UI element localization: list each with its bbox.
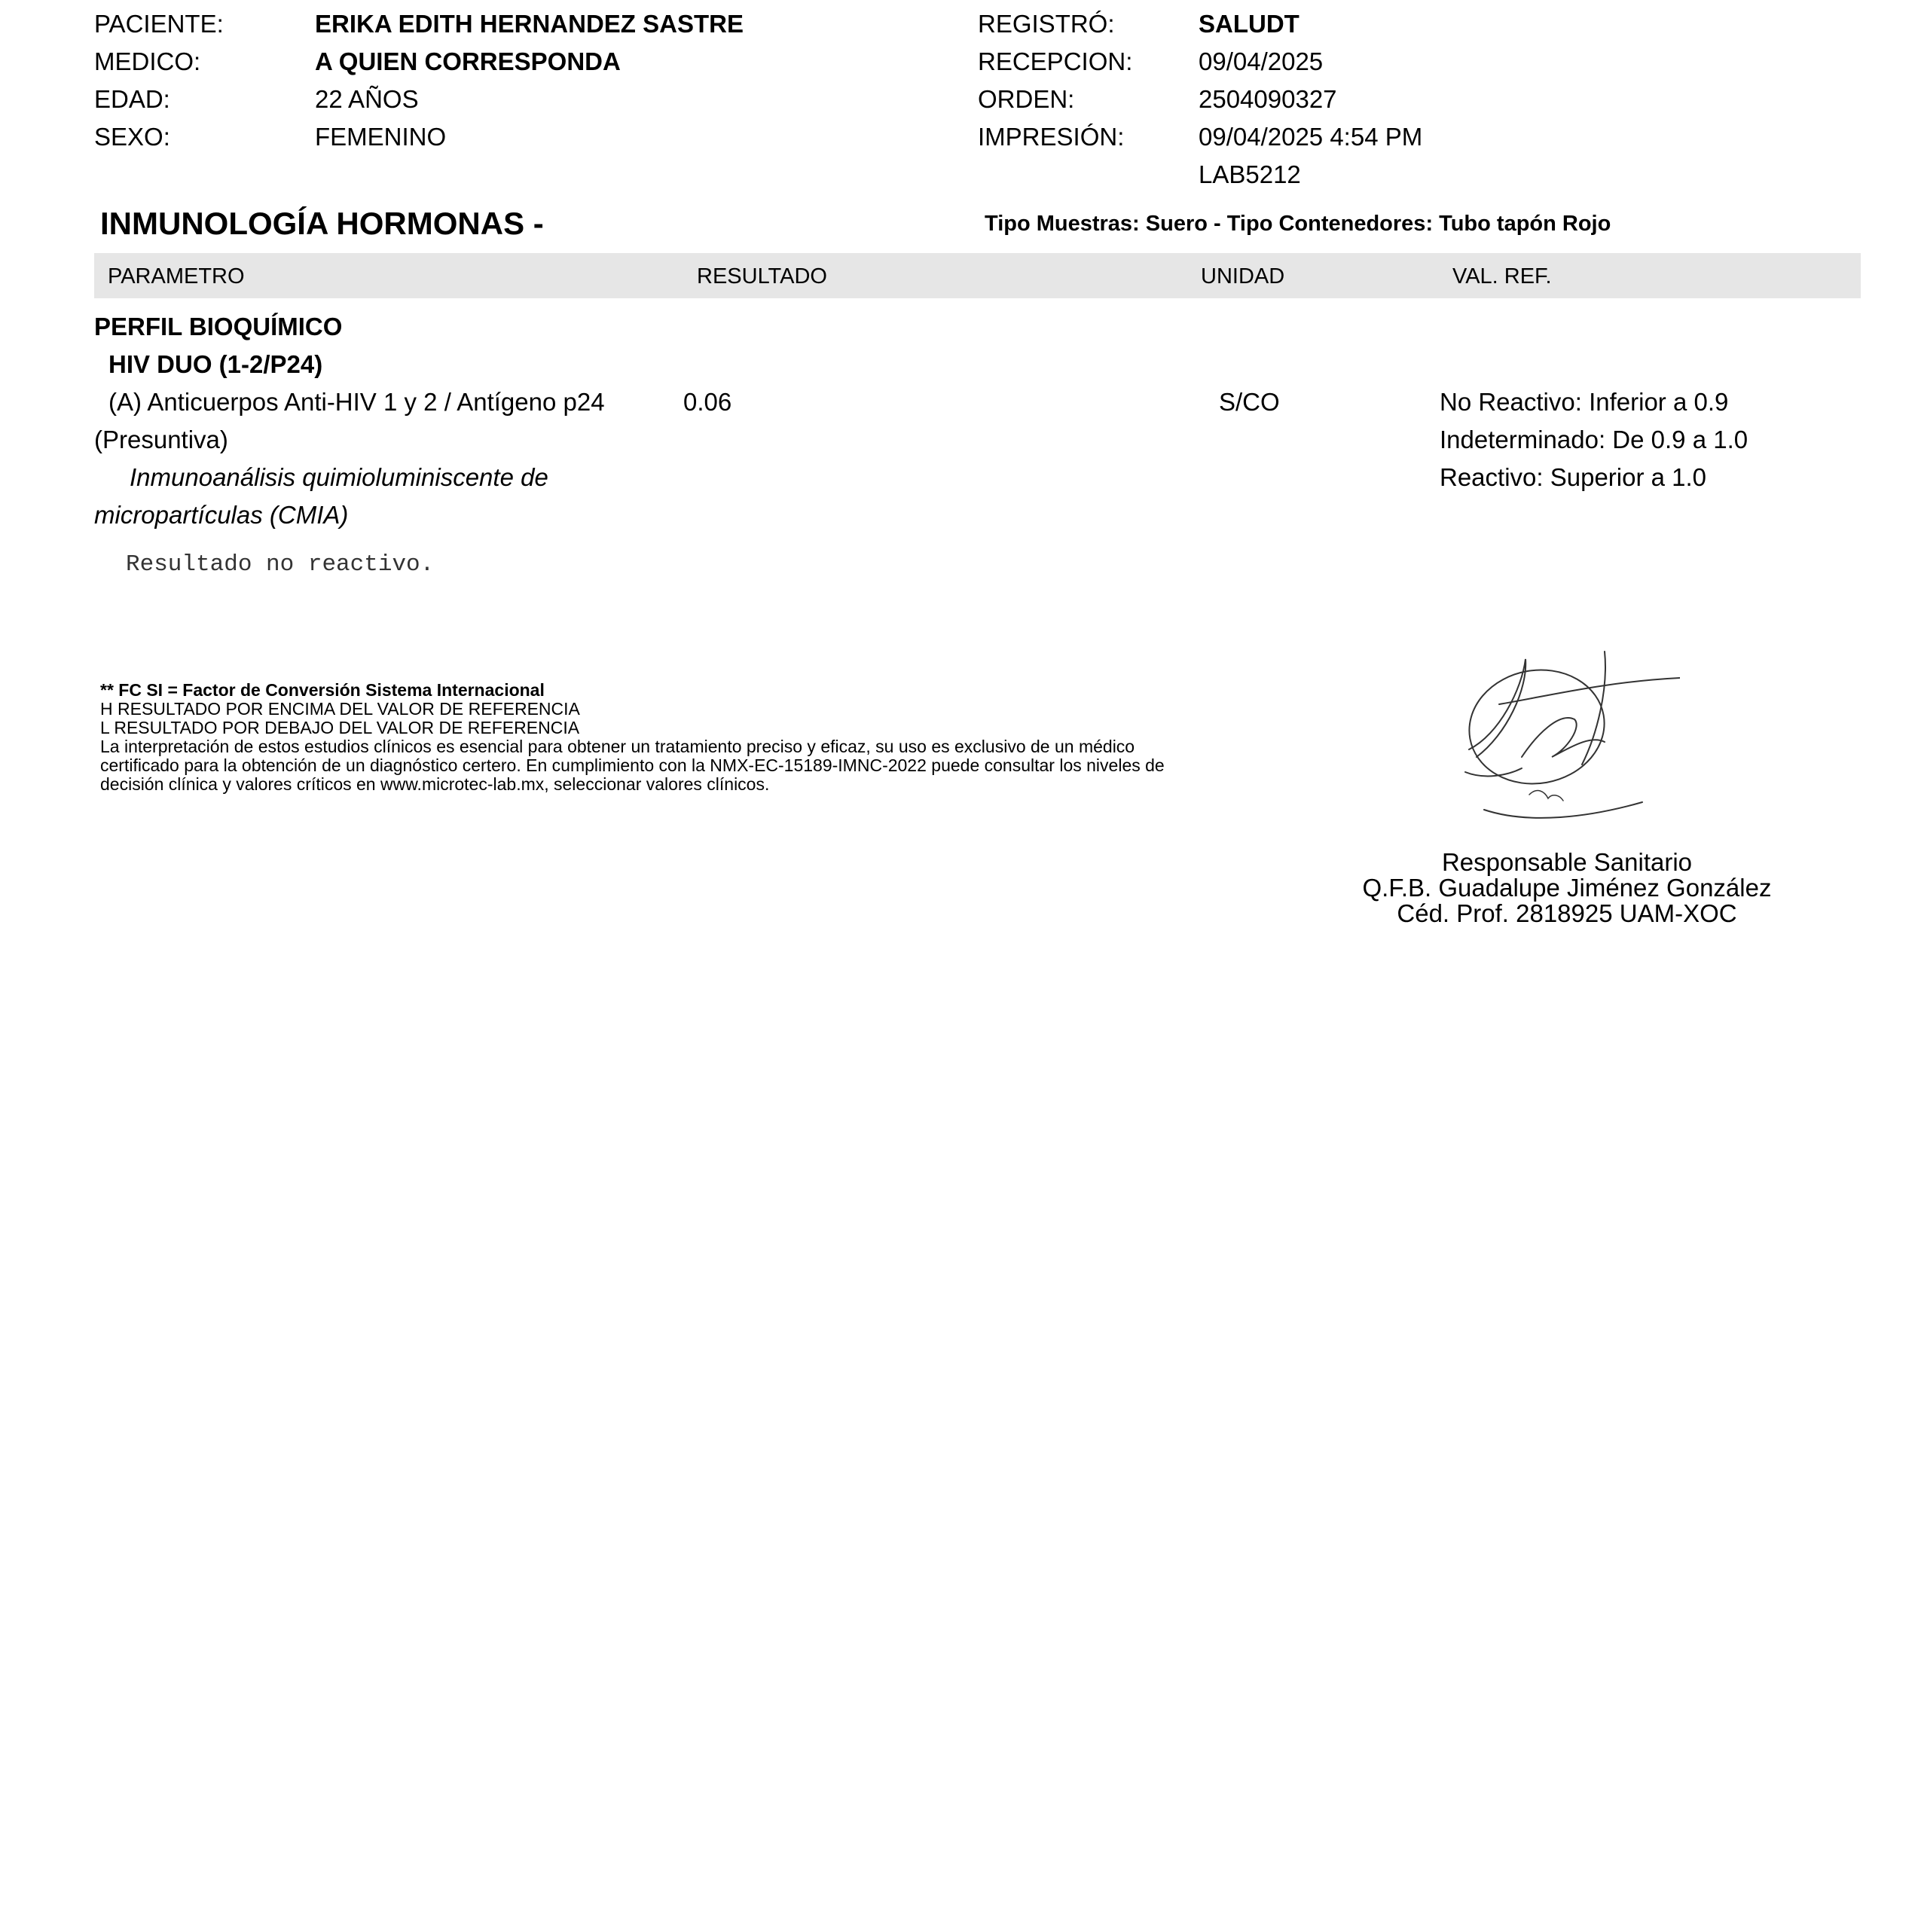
registro-value: SALUDT xyxy=(1199,10,1300,38)
ref-value-2: Indeterminado: De 0.9 a 1.0 xyxy=(1440,426,1748,453)
medico-label: MEDICO: xyxy=(94,47,201,75)
sample-info: Tipo Muestras: Suero - Tipo Contenedores: Tubo tapón Rojo xyxy=(985,212,1611,236)
section-title: INMUNOLOGÍA HORMONAS - xyxy=(100,206,544,241)
orden-label: ORDEN: xyxy=(978,85,1075,113)
footnote-disclaimer-3: decisión clínica y valores críticos en www.microtec-lab.mx, seleccionar valores clínicos. xyxy=(100,774,770,794)
footnote-fc-si: ** FC SI = Factor de Conversión Sistema Internacional xyxy=(100,680,545,700)
result-value: 0.06 xyxy=(683,388,732,416)
table-header xyxy=(94,253,1861,298)
sexo-value: FEMENINO xyxy=(315,123,447,151)
edad-value: 22 AÑOS xyxy=(315,85,419,113)
recepcion-value: 09/04/2025 xyxy=(1199,47,1324,75)
header-val-ref: VAL. REF. xyxy=(1452,264,1552,288)
method-line-2: micropartículas (CMIA) xyxy=(94,501,349,529)
parameter-line-1: (A) Anticuerpos Anti-HIV 1 y 2 / Antígeno p24 xyxy=(108,388,605,416)
result-comment: Resultado no reactivo. xyxy=(126,551,435,578)
orden-value: 2504090327 xyxy=(1199,85,1337,113)
ref-value-3: Reactivo: Superior a 1.0 xyxy=(1440,463,1707,491)
signature-stroke-d xyxy=(1522,718,1605,757)
sexo-label: SEXO: xyxy=(94,123,170,151)
method-line-1: Inmunoanálisis quimioluminiscente de xyxy=(130,463,548,491)
edad-label: EDAD: xyxy=(94,85,170,113)
registro-label: REGISTRÓ: xyxy=(978,10,1115,38)
paciente-value: ERIKA EDITH HERNANDEZ SASTRE xyxy=(315,10,744,38)
signature-image xyxy=(1454,644,1680,832)
footnote-l: L RESULTADO POR DEBAJO DEL VALOR DE REFERENCIA xyxy=(100,718,580,737)
impresion-value: 09/04/2025 4:54 PM xyxy=(1199,123,1423,151)
impresion-label: IMPRESIÓN: xyxy=(978,123,1125,151)
medico-value: A QUIEN CORRESPONDA xyxy=(315,47,621,75)
signature-mark xyxy=(1529,791,1563,801)
paciente-label: PACIENTE: xyxy=(94,10,224,38)
signature-underline xyxy=(1484,802,1642,818)
signature-stroke-b xyxy=(1499,678,1680,704)
lab-code: LAB5212 xyxy=(1199,160,1301,188)
header-unidad: UNIDAD xyxy=(1201,264,1285,288)
unit-value: S/CO xyxy=(1219,388,1280,416)
signer-role: Responsable Sanitario xyxy=(1441,848,1693,876)
signer-license: Céd. Prof. 2818925 UAM-XOC xyxy=(1397,899,1737,927)
footnote-disclaimer-2: certificado para la obtención de un diagnóstico certero. En cumplimiento con la NMX-EC-15189-IMNC-2022 puede consultar los niveles de xyxy=(100,755,1165,775)
footnote-h: H RESULTADO POR ENCIMA DEL VALOR DE REFERENCIA xyxy=(100,699,580,719)
profile-title: PERFIL BIOQUÍMICO xyxy=(94,313,343,340)
parameter-line-2: (Presuntiva) xyxy=(94,426,228,453)
recepcion-label: RECEPCION: xyxy=(978,47,1133,75)
header-parametro: PARAMETRO xyxy=(108,264,245,288)
ref-value-1: No Reactivo: Inferior a 0.9 xyxy=(1440,388,1729,416)
header-resultado: RESULTADO xyxy=(697,264,827,288)
test-name: HIV DUO (1-2/P24) xyxy=(108,350,323,378)
signature-loop xyxy=(1460,660,1613,795)
footnote-disclaimer-1: La interpretación de estos estudios clínicos es esencial para obtener un tratamiento preciso y eficaz, su uso es exclusivo de un médico xyxy=(100,737,1135,756)
signer-name: Q.F.B. Guadalupe Jiménez González xyxy=(1362,874,1772,902)
